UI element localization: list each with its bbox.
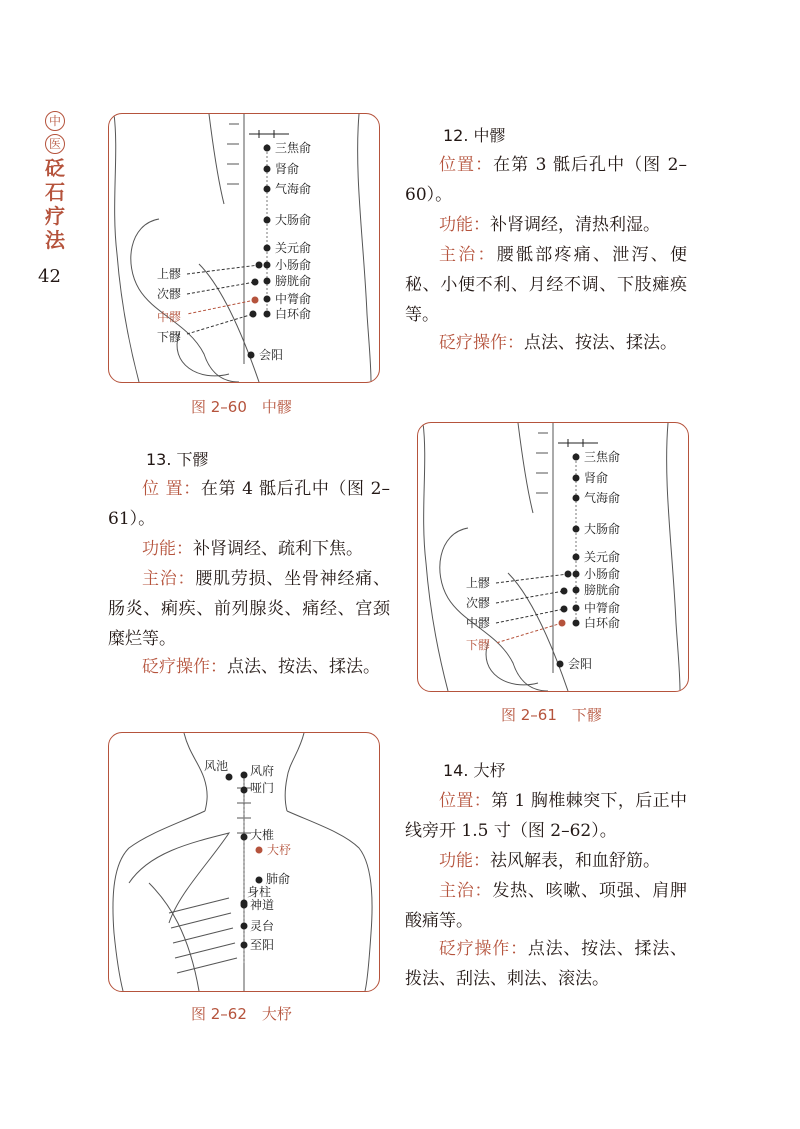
point-label-2: 肾俞 [584,471,609,485]
fengfu-label: 风府 [250,764,275,778]
feishu-point [256,877,263,884]
section-13-position-text: 在第 4 骶后孔中（图 2–61）。 [108,479,391,529]
feishu-label: 肺俞 [266,872,291,886]
point-label-9: 白环俞 [584,616,621,630]
section-14-indication-text: 发热、咳嗽、项强、肩胛酸痛等。 [405,881,688,931]
baihuanshu-point [573,620,580,627]
lower-back-diagram-61 [418,423,688,691]
section-14-function [405,846,687,876]
qihaishu-point [264,186,271,193]
upper-back-diagram-62 [109,733,379,991]
section-13-operation-label: 砭疗操作： [142,657,227,677]
huiyang-point [557,661,564,668]
section-14-function-label: 功能： [439,851,490,871]
section-14-operation-label: 砭疗操作： [439,939,528,959]
section-12-position-label: 位置： [439,155,494,175]
xialiao-point [250,311,257,318]
zhongliao-point-highlighted [252,297,259,304]
left-label-3-highlighted: 中髎 [157,310,182,324]
xiaochangshu-point [264,262,271,269]
figure-2-60 [108,113,380,383]
section-12-operation [405,328,687,358]
point-label-9: 白环俞 [275,307,312,321]
dazhu-label-highlighted: 大杼 [267,843,292,857]
point-label-4: 大肠俞 [275,213,312,227]
section-13-position [108,474,390,534]
section-12-function [405,210,687,240]
section-14-position [405,786,687,846]
section-12-position-text: 在第 3 骶后孔中（图 2–60）。 [405,155,687,205]
section-14-position-text: 第 1 胸椎棘突下，后正中线旁开 1.5 寸（图 2–62）。 [405,791,688,841]
section-14-title: 14. 大杼 [443,761,506,780]
guanyuanshu-point [264,245,271,252]
point-label-3: 气海俞 [275,182,312,196]
point-label-2: 肾俞 [275,162,300,176]
huiyang-point [248,352,255,359]
book-title-char-4: 法 [45,228,65,252]
fengchi-point [226,774,233,781]
section-13-indication-label: 主治： [142,569,196,589]
section-12-function-label: 功能： [439,215,490,235]
pangguangshu-point [573,587,580,594]
point-label-8: 中膂俞 [275,292,312,306]
section-14-operation [405,934,687,994]
fengchi-label: 风池 [204,759,229,773]
dachangshu-point [573,526,580,533]
figure-2-60-caption: 图 2–60 中髎 [191,398,292,416]
left-label-2: 次髎 [157,287,182,301]
section-12-operation-label: 砭疗操作： [439,333,524,353]
section-12-indication [405,240,687,330]
yamen-point [241,787,248,794]
shenshu-point [573,475,580,482]
zhiyang-label: 至阳 [250,938,275,952]
lingtai-label: 灵台 [250,919,275,933]
side-column-title [40,110,70,252]
point-label-6: 小肠俞 [584,567,621,581]
ciliao-point [252,279,259,286]
shangliao-point [256,262,263,269]
section-13-indication [108,564,390,654]
left-label-4-highlighted: 下髎 [466,638,491,652]
pangguangshu-point [264,278,271,285]
figure-2-62 [108,732,380,992]
left-label-1: 上髎 [157,267,182,281]
section-12-position [405,150,687,210]
shenshu-point [264,166,271,173]
point-label-10: 会阳 [259,348,284,362]
yamen-label: 哑门 [250,781,275,795]
figure-2-61-caption: 图 2–61 下髎 [501,706,602,724]
left-label-1: 上髎 [466,576,491,590]
section-14-indication [405,876,687,936]
book-title-char-2: 石 [45,180,65,204]
ciliao-point [561,588,568,595]
section-12-operation-text: 点法、按法、揉法。 [524,333,677,353]
guanyuanshu-point [573,554,580,561]
dazhu-point-highlighted [256,847,263,854]
point-label-7: 膀胱俞 [275,274,312,288]
zhonglushu-point [264,296,271,303]
figure-2-61 [417,422,689,692]
section-13-indication-text: 腰肌劳损、坐骨神经痛、肠炎、痢疾、前列腺炎、痛经、宫颈糜烂等。 [108,569,391,649]
section-14-indication-label: 主治： [439,881,493,901]
point-label-4: 大肠俞 [584,522,621,536]
sanjiaoshu-point [264,145,271,152]
fengfu-point [241,772,248,779]
zhong-circle-mark: 中 [45,111,65,131]
point-label-6: 小肠俞 [275,258,312,272]
xialiao-point-highlighted [559,620,566,627]
section-12-title: 12. 中髎 [443,126,506,145]
point-label-5: 关元俞 [584,550,621,564]
zhonglushu-point [573,605,580,612]
point-label-8: 中膂俞 [584,601,621,615]
book-title-char-1: 砭 [45,156,65,180]
section-12-indication-text: 腰骶部疼痛、泄泻、便秘、小便不利、月经不调、下肢瘫痪等。 [405,245,687,325]
section-13-operation-text: 点法、按法、揉法。 [227,657,380,677]
left-label-4: 下髎 [157,330,182,344]
left-label-3: 中髎 [466,616,491,630]
section-13-function-text: 补肾调经、疏利下焦。 [193,539,363,559]
dachangshu-point [264,217,271,224]
point-label-7: 膀胱俞 [584,583,621,597]
sanjiaoshu-point [573,454,580,461]
section-13-title: 13. 下髎 [146,450,209,469]
section-13-operation [108,652,390,682]
zhongliao-point [561,606,568,613]
section-14-position-label: 位置： [439,791,492,811]
shendao-label: 神道 [250,898,275,912]
lower-back-diagram-60 [109,114,379,382]
section-14-function-text: 祛风解表，和血舒筋。 [490,851,660,871]
lingtai-point [241,923,248,930]
point-label-1: 三焦俞 [584,450,621,464]
section-14-operation-text: 点法、按法、揉法、拨法、刮法、刺法、滚法。 [405,939,688,989]
point-label-1: 三焦俞 [275,141,312,155]
left-label-2: 次髎 [466,596,491,610]
section-12-function-text: 补肾调经，清热利湿。 [490,215,660,235]
figure-2-62-caption: 图 2–62 大杼 [191,1005,292,1023]
qihaishu-point [573,495,580,502]
xiaochangshu-point [573,571,580,578]
shenzhu-label: 身柱 [247,885,272,899]
zhiyang-point [241,942,248,949]
point-label-10: 会阳 [568,657,593,671]
section-13-position-label: 位 置： [142,479,201,499]
page-number: 42 [38,266,61,287]
point-label-5: 关元俞 [275,241,312,255]
baihuanshu-point [264,311,271,318]
section-13-function-label: 功能： [142,539,193,559]
dazhui-label: 大椎 [250,828,275,842]
shendao-point [241,902,248,909]
point-label-3: 气海俞 [584,491,621,505]
yi-circle-mark: 医 [45,134,65,154]
dazhui-point [241,834,248,841]
shangliao-point [565,571,572,578]
section-13-function [108,534,390,564]
book-title-char-3: 疗 [45,204,65,228]
section-12-indication-label: 主治： [439,245,497,265]
